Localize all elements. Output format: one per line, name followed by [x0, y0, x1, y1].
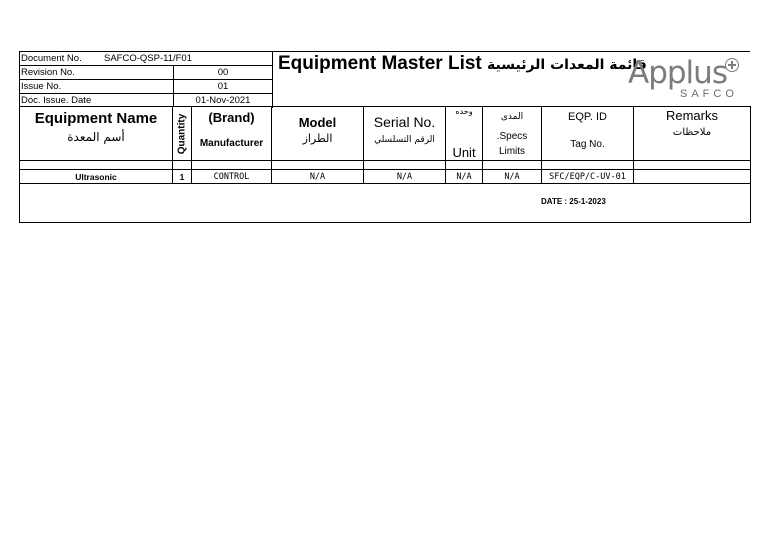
spacer-cell: [483, 161, 542, 170]
table-spacer-row: [20, 161, 751, 170]
serial-header-ar: الرقم التسلسلي: [374, 135, 435, 145]
spacer-cell: [173, 161, 192, 170]
model-header-en: Model: [298, 115, 337, 130]
unit-header-en: Unit: [452, 145, 476, 160]
equipment-table: [19, 106, 751, 223]
eqp-id-header: EQP. ID: [568, 111, 607, 123]
plus-circle-icon: [725, 58, 739, 72]
remarks-header-ar: ملاحظات: [672, 127, 712, 138]
manufacturer-header: Manufacturer: [199, 138, 264, 149]
specs-header: .Specs: [496, 131, 528, 142]
col-remarks: [634, 107, 751, 161]
revision-row: [20, 66, 272, 80]
table-header-row: [20, 107, 751, 161]
document-header: [19, 51, 750, 108]
cell-unit: N/A: [446, 170, 483, 184]
col-model: [272, 107, 364, 161]
cell-equipment-name: Ultrasonic: [20, 170, 173, 184]
col-equipment-name: [20, 107, 173, 161]
col-serial: [364, 107, 446, 161]
col-unit: [446, 107, 483, 161]
unit-header-ar: وحده: [455, 107, 473, 116]
remarks-header-en: Remarks: [665, 108, 718, 123]
spacer-cell: [192, 161, 272, 170]
cell-manufacturer: CONTROL: [192, 170, 272, 184]
document-no-value: SAFCO-QSP-11/F01: [104, 53, 192, 64]
logo-wordmark: Applus: [628, 55, 727, 91]
quantity-header: Quantity: [176, 113, 188, 154]
col-eqp-id: [542, 107, 634, 161]
col-specs: [483, 107, 542, 161]
spacer-cell: [542, 161, 634, 170]
spacer-cell: [446, 161, 483, 170]
table-footer-row: [20, 184, 751, 223]
cell-model: N/A: [272, 170, 364, 184]
tag-no-header: Tag No.: [570, 139, 605, 150]
logo-subtitle: SAFCO: [680, 88, 738, 100]
equipment-name-en: Equipment Name: [34, 110, 158, 127]
col-quantity: [173, 107, 192, 161]
serial-header-en: Serial No.: [373, 114, 436, 130]
cell-quantity: 1: [173, 170, 192, 184]
cell-eqp-id: SFC/EQP/C-UV-01: [542, 170, 634, 184]
col-manufacturer: [192, 107, 272, 161]
spacer-cell: [20, 161, 173, 170]
title-ar: قائمة المعدات الرئيسية: [487, 57, 647, 73]
page-title: [278, 53, 647, 76]
document-date: DATE : 25-1-2023: [541, 197, 606, 206]
issue-date-value: 01-Nov-2021: [173, 94, 272, 107]
brand-header: (Brand): [208, 110, 255, 125]
limits-header: Limits: [498, 146, 526, 157]
spacer-cell: [634, 161, 751, 170]
issue-date-label: Doc. Issue. Date: [21, 95, 92, 106]
model-header-ar: الطراز: [302, 132, 333, 145]
document-no-row: [20, 52, 272, 66]
company-logo: [626, 55, 750, 105]
equipment-name-ar: أسم المعدة: [67, 130, 125, 144]
spacer-cell: [272, 161, 364, 170]
revision-value: 00: [173, 66, 272, 79]
cell-specs: N/A: [483, 170, 542, 184]
footer-cell: [20, 184, 751, 223]
cell-remarks: [634, 170, 751, 184]
document-meta-block: [20, 52, 273, 108]
table-row: [20, 170, 751, 184]
cell-serial: N/A: [364, 170, 446, 184]
revision-label: Revision No.: [21, 67, 75, 78]
document-no-label: Document No.: [21, 53, 82, 64]
issue-row: [20, 80, 272, 94]
title-en: Equipment Master List: [278, 53, 482, 74]
issue-value: 01: [173, 80, 272, 93]
range-header-ar: المدى: [500, 112, 524, 122]
issue-label: Issue No.: [21, 81, 62, 92]
spacer-cell: [364, 161, 446, 170]
